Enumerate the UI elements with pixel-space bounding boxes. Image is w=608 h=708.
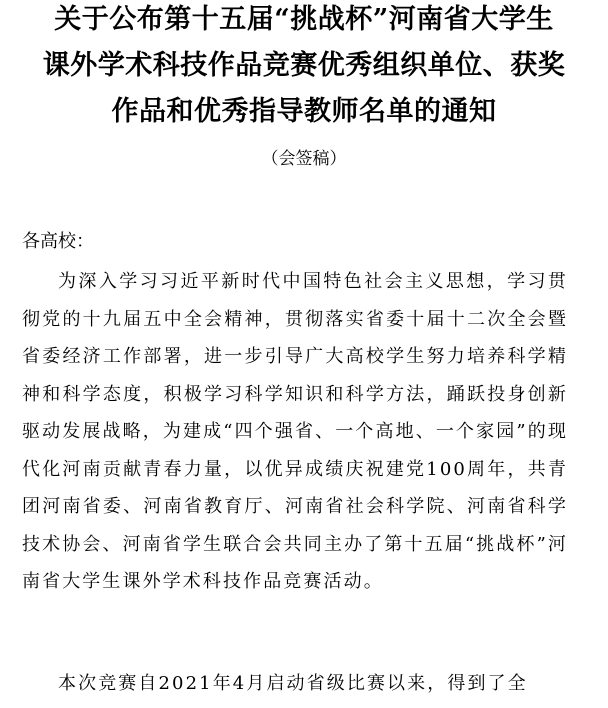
document-title-line-3: 作品和优秀指导教师名单的通知 xyxy=(111,96,497,127)
document-title-line-1: 关于公布第十五届“挑战杯”河南省大学生 xyxy=(54,4,554,35)
document-subtitle: （会签稿） xyxy=(261,149,347,169)
document-title-line-2: 课外学术科技作品竞赛优秀组织单位、获奖 xyxy=(42,50,566,81)
salutation: 各高校： xyxy=(22,231,94,252)
body-paragraph-2: 本次竞赛自2021年4月启动省级比赛以来，得到了全 xyxy=(58,673,528,694)
body-paragraph-1: 为深入学习习近平新时代中国特色社会主义思想，学习贯彻党的十九届五中全会精神，贯彻落实省委十届十二次全会暨省委经济工作部署，进一步引导广大高校学生努力培养科学精神和科学态度，积极学习科学知识和科学方法，踊跃投身创新驱动发展战略，为建成“四个强省、一个高地、一个家园”的现代化河南贡献青春力量，以优异成绩庆祝建党100周年，共青团河南省委、河南省教育厅、河南省社会科学院、河南省科学技术协会、河南省学生联合会共同主办了第十五届“挑战杯”河南省大学生课外学术科技作品竞赛活动。 xyxy=(22,271,568,592)
